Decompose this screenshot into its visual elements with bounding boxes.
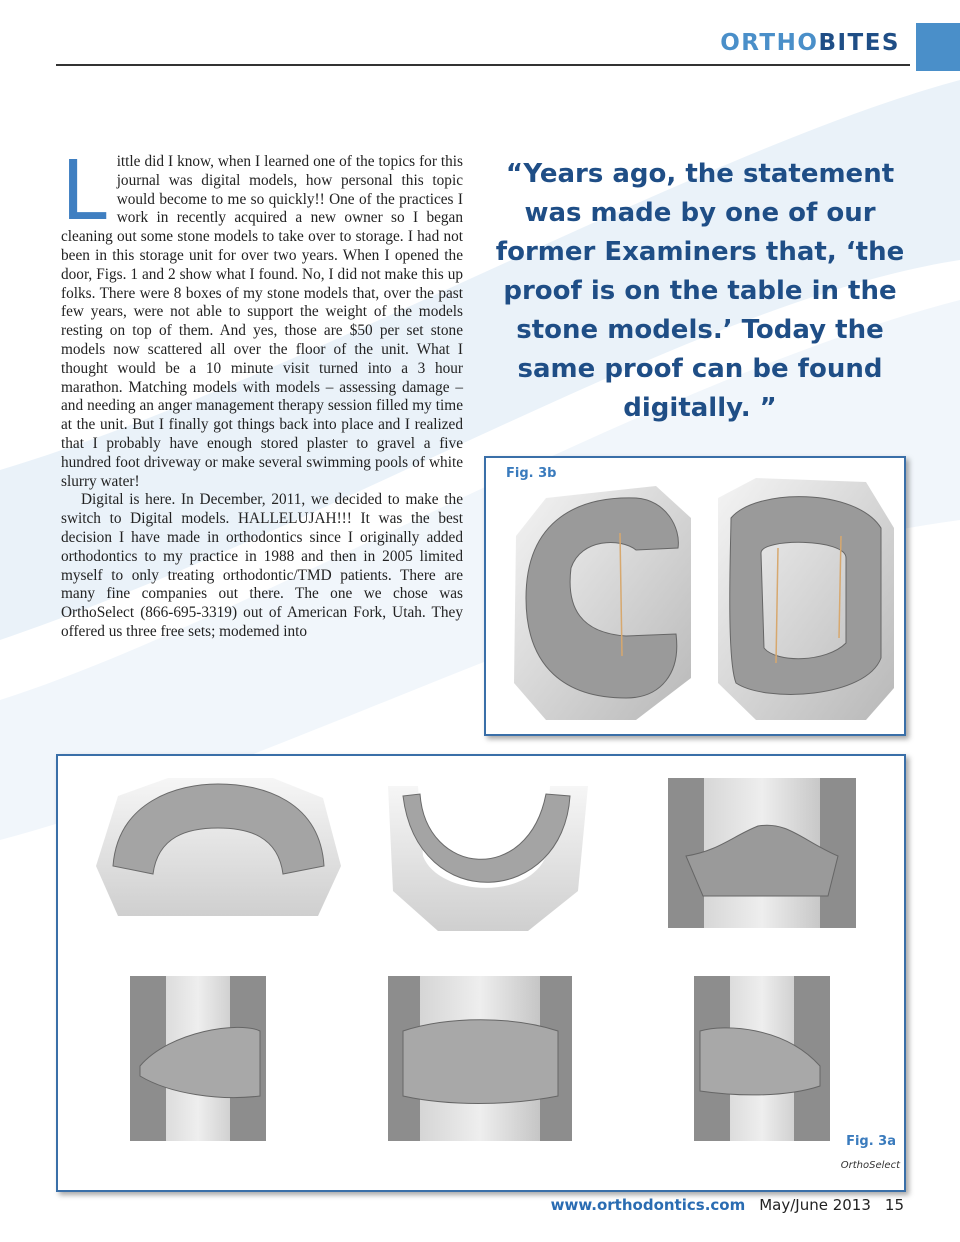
pull-quote: “Years ago, the statement was made by one of our former Examiners that, ‘the proof is on the table in the stone models.’ Today the same proof can be found digitally. ”	[495, 159, 905, 423]
page-footer	[551, 1196, 904, 1214]
section-title-part1: ORTHO	[720, 30, 819, 56]
drop-cap: L	[61, 144, 107, 239]
orthoselect-logo: OrthoSelect	[840, 1160, 900, 1171]
article-paragraph-1	[61, 144, 463, 491]
figure-3b-image	[486, 458, 904, 734]
figure-3a	[56, 754, 906, 1192]
article-body	[61, 144, 463, 642]
section-title-part2: BITES	[818, 30, 900, 56]
page-number: 15	[884, 1196, 904, 1214]
header-tab	[916, 23, 960, 71]
figure-3b	[484, 456, 906, 736]
header-rule	[56, 64, 910, 66]
footer-date: May/June 2013	[759, 1196, 871, 1214]
article-paragraph-1-text: ittle did I know, when I learned one of the topics for this journal was digital models, how personal this topic would become to me so quickly!! One of the practices I work in recently acquired a new owner so I began cleaning out some stone models to take over to storage. I had not been in this storage unit for over two years. When I opened the door, Figs. 1 and 2 show what I found. No, I did not make this up folks. There were 8 boxes of my stone models that, over the past few years, were not able to support the weight of the models resting on top of them. And yes, those are $50 per set stone models now scattered all over the floor of the unit. What I thought would be a 10 minute visit turned into a 3 hour marathon. Matching models with models – assessing damage – and needing an anger management therapy session filled my time at the unit. But I finally got things back into place and I realized that I probably have enough stored plaster to gravel a five hundred foot driveway or make several swimming pools of white slurry water!	[61, 153, 463, 490]
figure-3a-image	[58, 756, 904, 1190]
figure-3b-label: Fig. 3b	[506, 466, 557, 481]
article-paragraph-2: Digital is here. In December, 2011, we decided to make the switch to Digital models. HALLELUJAH!!! It was the best decision I have made in orthodontics since I originally added orthodontics to my practice in 1988 and then in 2005 limited myself to only treating orthodontic/TMD patients. There are many fine companies out there. The one we chose was OrthoSelect (866-695-3319) out of American Fork, Utah. They offered us three free sets; modemed into	[61, 491, 463, 640]
figure-3a-label: Fig. 3a	[846, 1134, 896, 1149]
section-title	[720, 30, 900, 56]
footer-url[interactable]: www.orthodontics.com	[550, 1196, 746, 1214]
